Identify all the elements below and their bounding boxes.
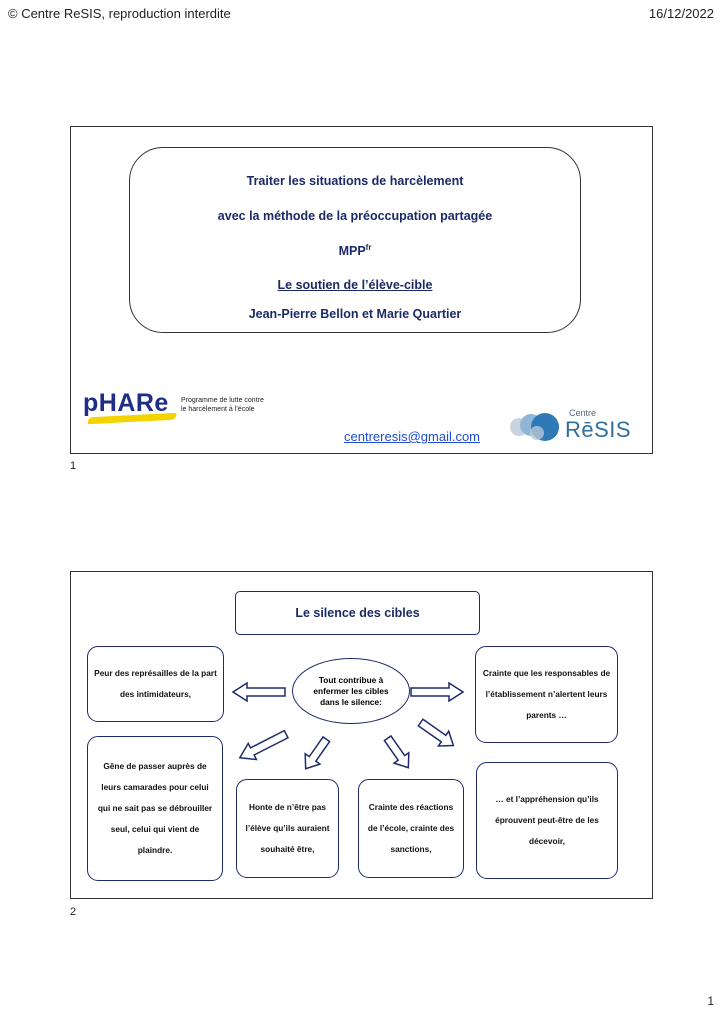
subtitle: Le soutien de l’élève-cible (277, 278, 433, 292)
box-gene: Gêne de passer auprès de leurs camarades pour celui qui ne sait pas se débrouiller seul, celui qui vient de plaindre. (87, 736, 223, 881)
slide2-title: Le silence des cibles (235, 591, 480, 635)
arrow-down-mid-right-icon (380, 733, 415, 773)
arrow-right-icon (411, 683, 463, 701)
phare-wordmark: pHARe (83, 389, 169, 417)
copyright-header: © Centre ReSIS, reproduction interdite (8, 6, 231, 21)
resis-small-text: Centre (569, 408, 597, 418)
authors: Jean-Pierre Bellon et Marie Quartier (248, 307, 462, 321)
mpp-superscript: fr (365, 243, 372, 252)
resis-circles-icon (507, 407, 567, 447)
title-line-1: Traiter les situations de harcèlement (246, 174, 464, 188)
title-line-4 (130, 278, 580, 292)
center-ellipse: Tout contribue à enfermer les cibles dans le silence: (292, 658, 410, 724)
arrow-left-icon (233, 683, 285, 701)
phare-logo (83, 389, 283, 429)
arrow-down-left-icon (236, 726, 291, 766)
phare-tagline-2: le harcèlement à l’école (181, 406, 255, 413)
box-crainte-ecole: Crainte des réactions de l’école, crainte des sanctions, (358, 779, 464, 878)
mpp-label: MPP (338, 244, 366, 259)
date-header: 16/12/2022 (648, 6, 714, 21)
box-crainte-parents: Crainte que les responsables de l’établissement n’alertent leurs parents … (475, 646, 618, 743)
arrow-down-right-icon (415, 715, 458, 753)
email-link[interactable]: centreresis@gmail.com (344, 429, 481, 444)
title-line-3 (130, 243, 580, 258)
page-number: 1 (707, 994, 714, 1008)
title-line-2: avec la méthode de la préoccupation partagée (217, 209, 493, 223)
arrow-down-mid-left-icon (298, 734, 333, 774)
title-box (129, 147, 581, 333)
phare-tagline-1: Programme de lutte contre (181, 397, 264, 404)
resis-big-text: RēSIS (565, 417, 632, 442)
slide-number-1: 1 (70, 460, 77, 472)
slide-number-2: 2 (70, 906, 77, 918)
slide-1 (70, 126, 653, 454)
box-apprehension: … et l’appréhension qu’ils éprouvent peut-être de les décevoir, (476, 762, 618, 879)
box-honte: Honte de n’être pas l’élève qu’ils auraient souhaité être, (236, 779, 339, 878)
box-represailles: Peur des représailles de la part des intimidateurs, (87, 646, 224, 722)
slide-2 (70, 571, 653, 899)
resis-logo (507, 405, 637, 449)
